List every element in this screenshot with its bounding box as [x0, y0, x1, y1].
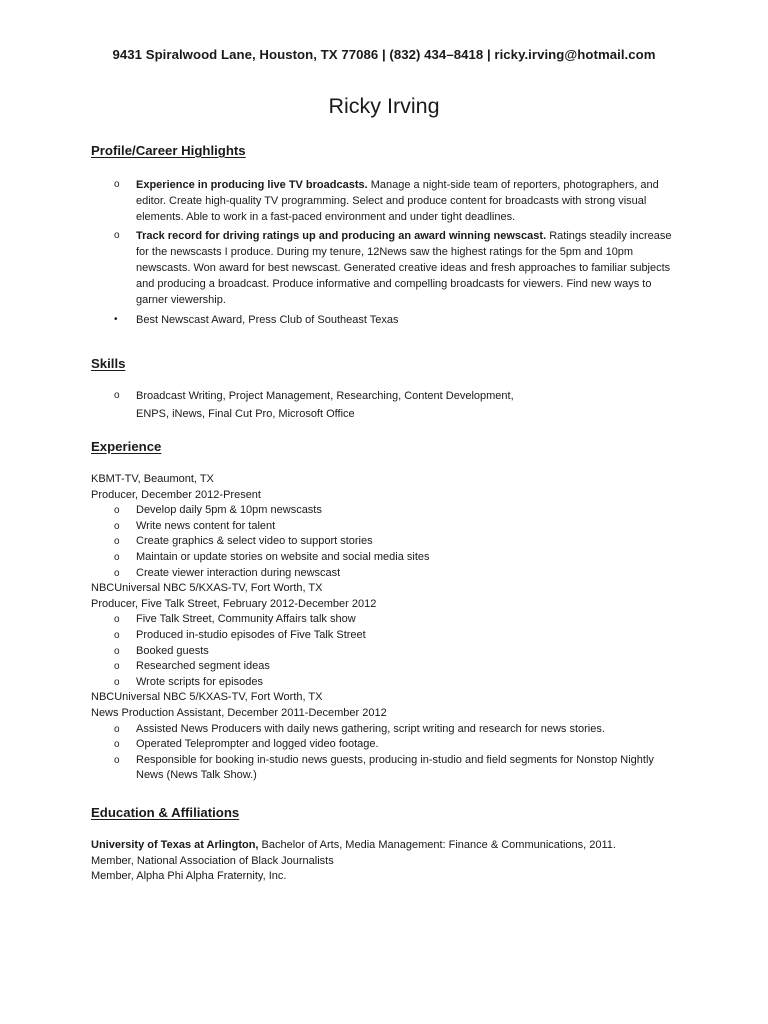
job-duty	[91, 722, 681, 738]
affiliation-2: Member, Alpha Phi Alpha Fraternity, Inc.	[91, 870, 287, 883]
filled-bullet-icon: •	[114, 314, 118, 325]
profile-item-text: Best Newscast Award, Press Club of Southeast Texas	[136, 314, 399, 326]
hollow-bullet-icon: o	[114, 536, 120, 548]
job-duty	[91, 659, 681, 675]
hollow-bullet-icon: o	[114, 754, 120, 766]
job-duty-text: Five Talk Street, Community Affairs talk show	[136, 613, 356, 626]
school-name: University of Texas at Arlington,	[91, 839, 259, 851]
hollow-bullet-icon: o	[114, 230, 120, 241]
job-duty-text: Produced in-studio episodes of Five Talk Street	[136, 628, 366, 641]
skills-list	[91, 388, 681, 422]
job-employer: NBCUniversal NBC 5/KXAS-TV, Fort Worth, TX	[91, 582, 323, 595]
hollow-bullet-icon: o	[114, 567, 120, 579]
profile-item-text: Ratings steadily increase for the newscasts I produce. During my tenure, 12News saw the highest ratings for the 5pm and 10pm newscasts. Won award for best newscast. Generated creative ideas and fresh approaches to familiar subjects and producing a broadcast. Produce informative and compelling broadcasts for viewers. Find new ways to garner viewership.	[136, 230, 672, 306]
job-duty-text: Wrote scripts for episodes	[136, 675, 263, 688]
hollow-bullet-icon: o	[114, 676, 120, 688]
job-duty	[91, 628, 681, 644]
education-list	[91, 838, 681, 885]
job-duty-text: Assisted News Producers with daily news gathering, script writing and research for news stories.	[136, 722, 605, 735]
hollow-bullet-icon: o	[114, 629, 120, 641]
profile-item-ratings	[91, 228, 681, 308]
experience-heading: Experience	[91, 439, 162, 454]
job-duty	[91, 566, 681, 582]
job-duty-text: Researched segment ideas	[136, 660, 270, 673]
profile-item-award	[91, 312, 681, 328]
education-school-line	[91, 838, 681, 854]
job-duty-text: Booked guests	[136, 644, 209, 657]
job-duty	[91, 612, 681, 628]
candidate-name: Ricky Irving	[328, 94, 440, 118]
job-duty-text: Create graphics & select video to support stories	[136, 535, 373, 548]
job-duty-text: Operated Teleprompter and logged video footage.	[136, 738, 379, 751]
job-duty	[91, 550, 681, 566]
job-duty-text: Create viewer interaction during newscast	[136, 566, 341, 579]
job-duty-text: Write news content for talent	[136, 519, 276, 532]
job-duty-text: Maintain or update stories on website and social media sites	[136, 550, 430, 563]
hollow-bullet-icon: o	[114, 551, 120, 563]
job-duty	[91, 753, 681, 784]
job-title: Producer, December 2012-Present	[91, 488, 261, 501]
hollow-bullet-icon: o	[114, 661, 120, 673]
job-duty	[91, 534, 681, 550]
job-duty	[91, 644, 681, 660]
skills-item	[91, 388, 681, 422]
profile-item-text: Manage a night-side team of reporters, photographers, and editor. Create high-quality TV programming. Select and produce content for broadcasts with strong visual elements. Able to work in a fast-paced environment and under tight deadlines.	[136, 179, 659, 223]
job-duty-text: Responsible for booking in-studio news guests, producing in-studio and field segments for Nonstop Nightly News (News Talk Show.)	[136, 753, 654, 782]
affiliation-1: Member, National Association of Black Journalists	[91, 854, 334, 867]
profile-list	[91, 177, 681, 328]
hollow-bullet-icon: o	[114, 505, 120, 517]
profile-item-bold: Track record for driving ratings up and producing an award winning newscast.	[136, 230, 547, 242]
hollow-bullet-icon: o	[114, 390, 120, 401]
hollow-bullet-icon: o	[114, 179, 120, 190]
contact-line: 9431 Spiralwood Lane, Houston, TX 77086 | (832) 434–8418 | ricky.irving@hotmail.com	[112, 47, 656, 62]
job-employer: KBMT-TV, Beaumont, TX	[91, 473, 214, 485]
degree-text: Bachelor of Arts, Media Management: Finance & Communications, 2011.	[258, 839, 616, 851]
experience-list	[91, 472, 681, 784]
job-duty-text: Develop daily 5pm & 10pm newscasts	[136, 504, 322, 517]
job-duty	[91, 503, 681, 519]
job-title: Producer, Five Talk Street, February 2012-December 2012	[91, 597, 377, 610]
skills-line-1: Broadcast Writing, Project Management, Researching, Content Development,	[136, 390, 514, 402]
hollow-bullet-icon: o	[114, 614, 120, 626]
job-duty	[91, 737, 681, 753]
job-duty	[91, 519, 681, 535]
profile-heading: Profile/Career Highlights	[91, 143, 246, 158]
job-employer: NBCUniversal NBC 5/KXAS-TV, Fort Worth, TX	[91, 691, 323, 704]
job-title: News Production Assistant, December 2011-December 2012	[91, 706, 387, 719]
hollow-bullet-icon: o	[114, 645, 120, 657]
hollow-bullet-icon: o	[114, 723, 120, 735]
profile-item-bold: Experience in producing live TV broadcasts.	[136, 179, 368, 191]
job-duty	[91, 675, 681, 691]
profile-item-live-tv	[91, 177, 681, 225]
hollow-bullet-icon: o	[114, 520, 120, 532]
skills-line-2: ENPS, iNews, Final Cut Pro, Microsoft Office	[136, 408, 355, 420]
education-heading: Education & Affiliations	[91, 805, 240, 820]
hollow-bullet-icon: o	[114, 739, 120, 751]
skills-heading: Skills	[91, 356, 126, 371]
